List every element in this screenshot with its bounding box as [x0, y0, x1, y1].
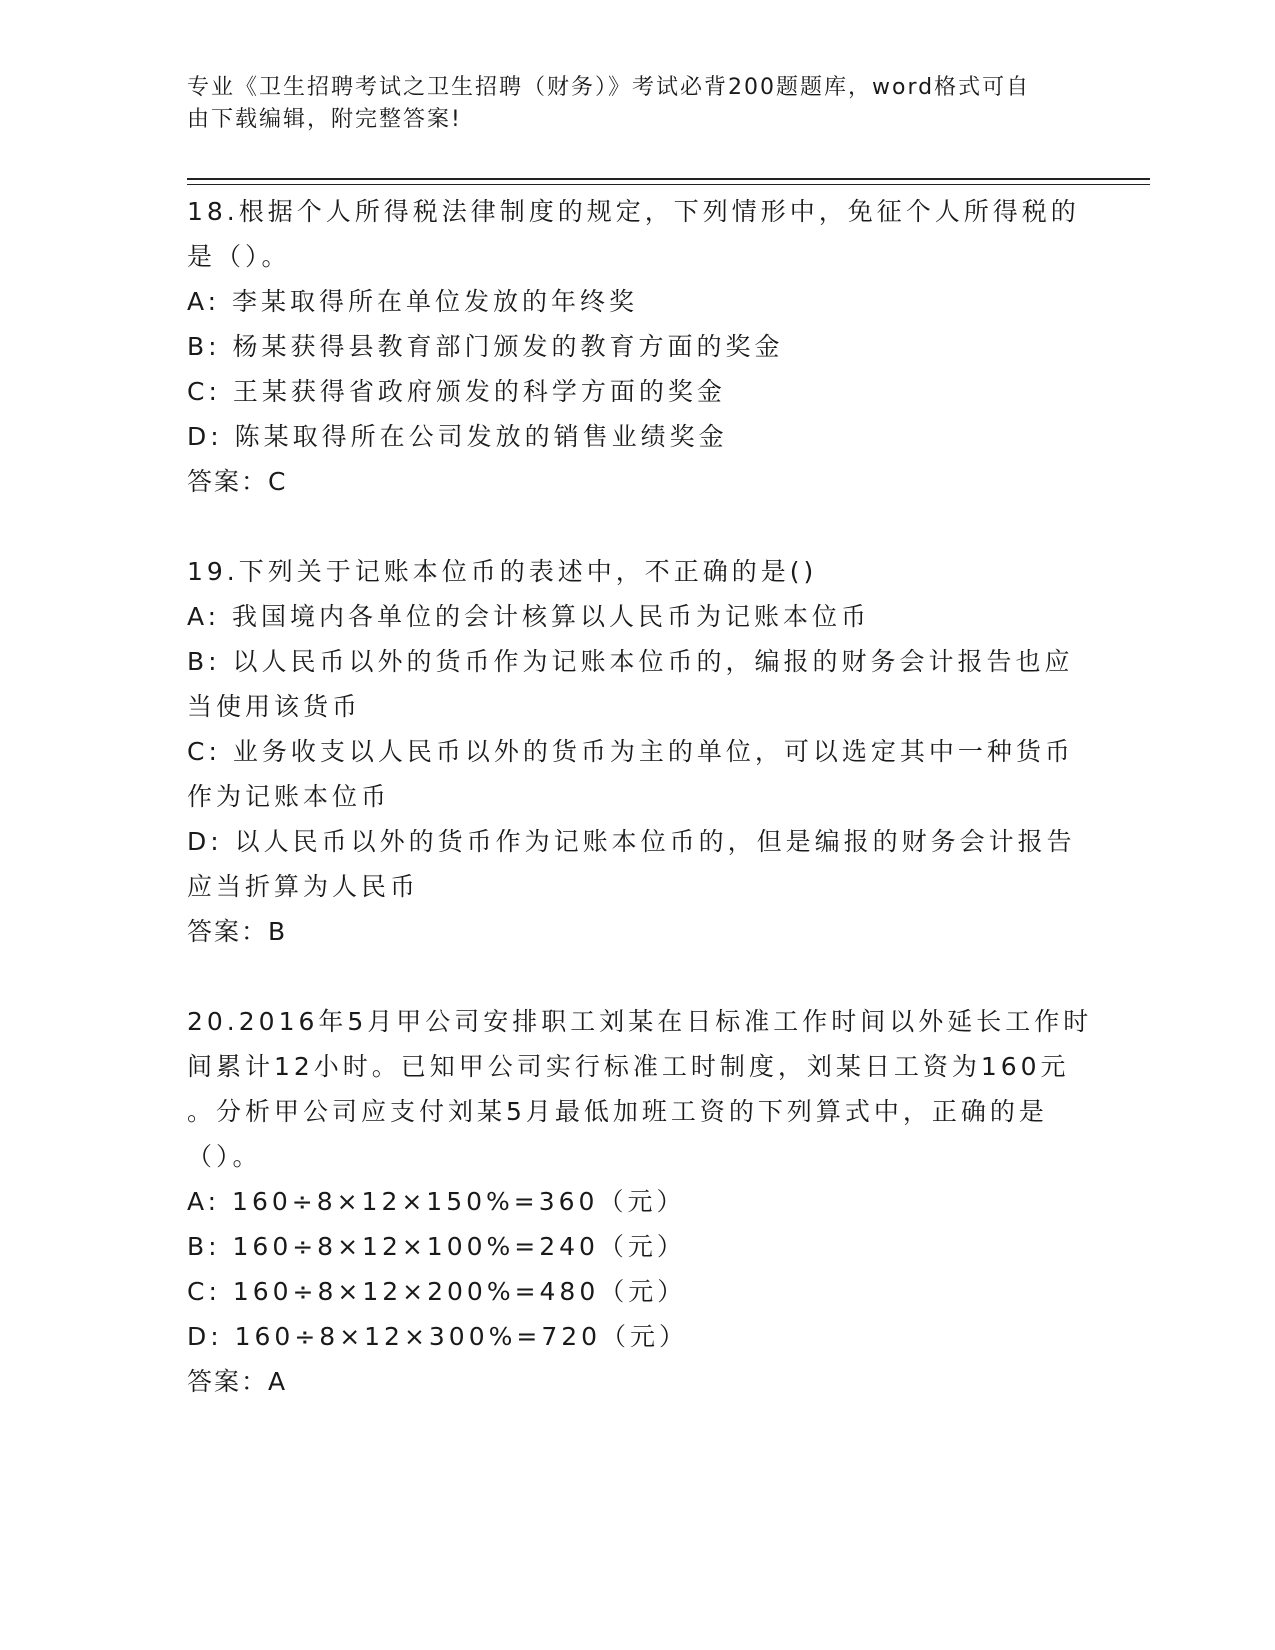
question-19-option-d-line-2: 应当折算为人民币: [187, 872, 420, 901]
question-19-option-a: A: 我国境内各单位的会计核算以人民币为记账本位币: [187, 602, 871, 631]
question-20: [187, 999, 1093, 1404]
question-20-option-a: A: 160÷8×12×150%=360（元）: [187, 1187, 686, 1216]
question-20-option-b: B: 160÷8×12×100%=240（元）: [187, 1232, 686, 1261]
spacer: [187, 504, 1087, 549]
question-20-stem-line-2: 间累计12小时。已知甲公司实行标准工时制度，刘某日工资为160元: [187, 1052, 1070, 1081]
question-19-stem-line-1: 19.下列关于记账本位币的表述中，不正确的是(): [187, 557, 818, 586]
question-19: [187, 549, 1087, 954]
question-19-option-b-line-1: B: 以人民币以外的货币作为记账本位币的，编报的财务会计报告也应: [187, 647, 1074, 676]
question-20-stem-line-4: （）。: [187, 1142, 262, 1171]
question-list: [187, 189, 1093, 1404]
question-18-answer: 答案：C: [187, 467, 288, 496]
document-header: [187, 72, 1067, 136]
question-18-stem-line-2: 是（）。: [187, 242, 291, 271]
spacer: [187, 954, 1087, 999]
question-19-option-b-line-2: 当使用该货币: [187, 692, 362, 721]
question-18-option-a: A: 李某取得所在单位发放的年终奖: [187, 287, 639, 316]
header-line-2: 由下载编辑，附完整答案!: [187, 107, 462, 132]
header-line-1: 专业《卫生招聘考试之卫生招聘（财务）》考试必背200题题库，word格式可自: [187, 75, 1031, 100]
question-20-answer: 答案：A: [187, 1367, 288, 1396]
question-19-answer: 答案：B: [187, 917, 288, 946]
question-19-option-c-line-1: C: 业务收支以人民币以外的货币为主的单位，可以选定其中一种货币: [187, 737, 1074, 766]
question-20-stem-line-3: 。分析甲公司应支付刘某5月最低加班工资的下列算式中，正确的是: [187, 1097, 1048, 1126]
question-18-stem-line-1: 18.根据个人所得税法律制度的规定，下列情形中，免征个人所得税的: [187, 197, 1080, 226]
question-18: [187, 189, 1087, 504]
question-20-option-c: C: 160÷8×12×200%=480（元）: [187, 1277, 687, 1306]
question-19-option-c-line-2: 作为记账本位币: [187, 782, 391, 811]
question-18-option-c: C: 王某获得省政府颁发的科学方面的奖金: [187, 377, 726, 406]
question-20-stem-line-1: 20.2016年5月甲公司安排职工刘某在日标准工作时间以外延长工作时: [187, 1007, 1093, 1036]
header-divider: [187, 178, 1150, 185]
question-18-option-b: B: 杨某获得县教育部门颁发的教育方面的奖金: [187, 332, 784, 361]
question-20-option-d: D: 160÷8×12×300%=720（元）: [187, 1322, 689, 1351]
question-18-option-d: D: 陈某取得所在公司发放的销售业绩奖金: [187, 422, 728, 451]
question-19-option-d-line-1: D: 以人民币以外的货币作为记账本位币的，但是编报的财务会计报告: [187, 827, 1076, 856]
